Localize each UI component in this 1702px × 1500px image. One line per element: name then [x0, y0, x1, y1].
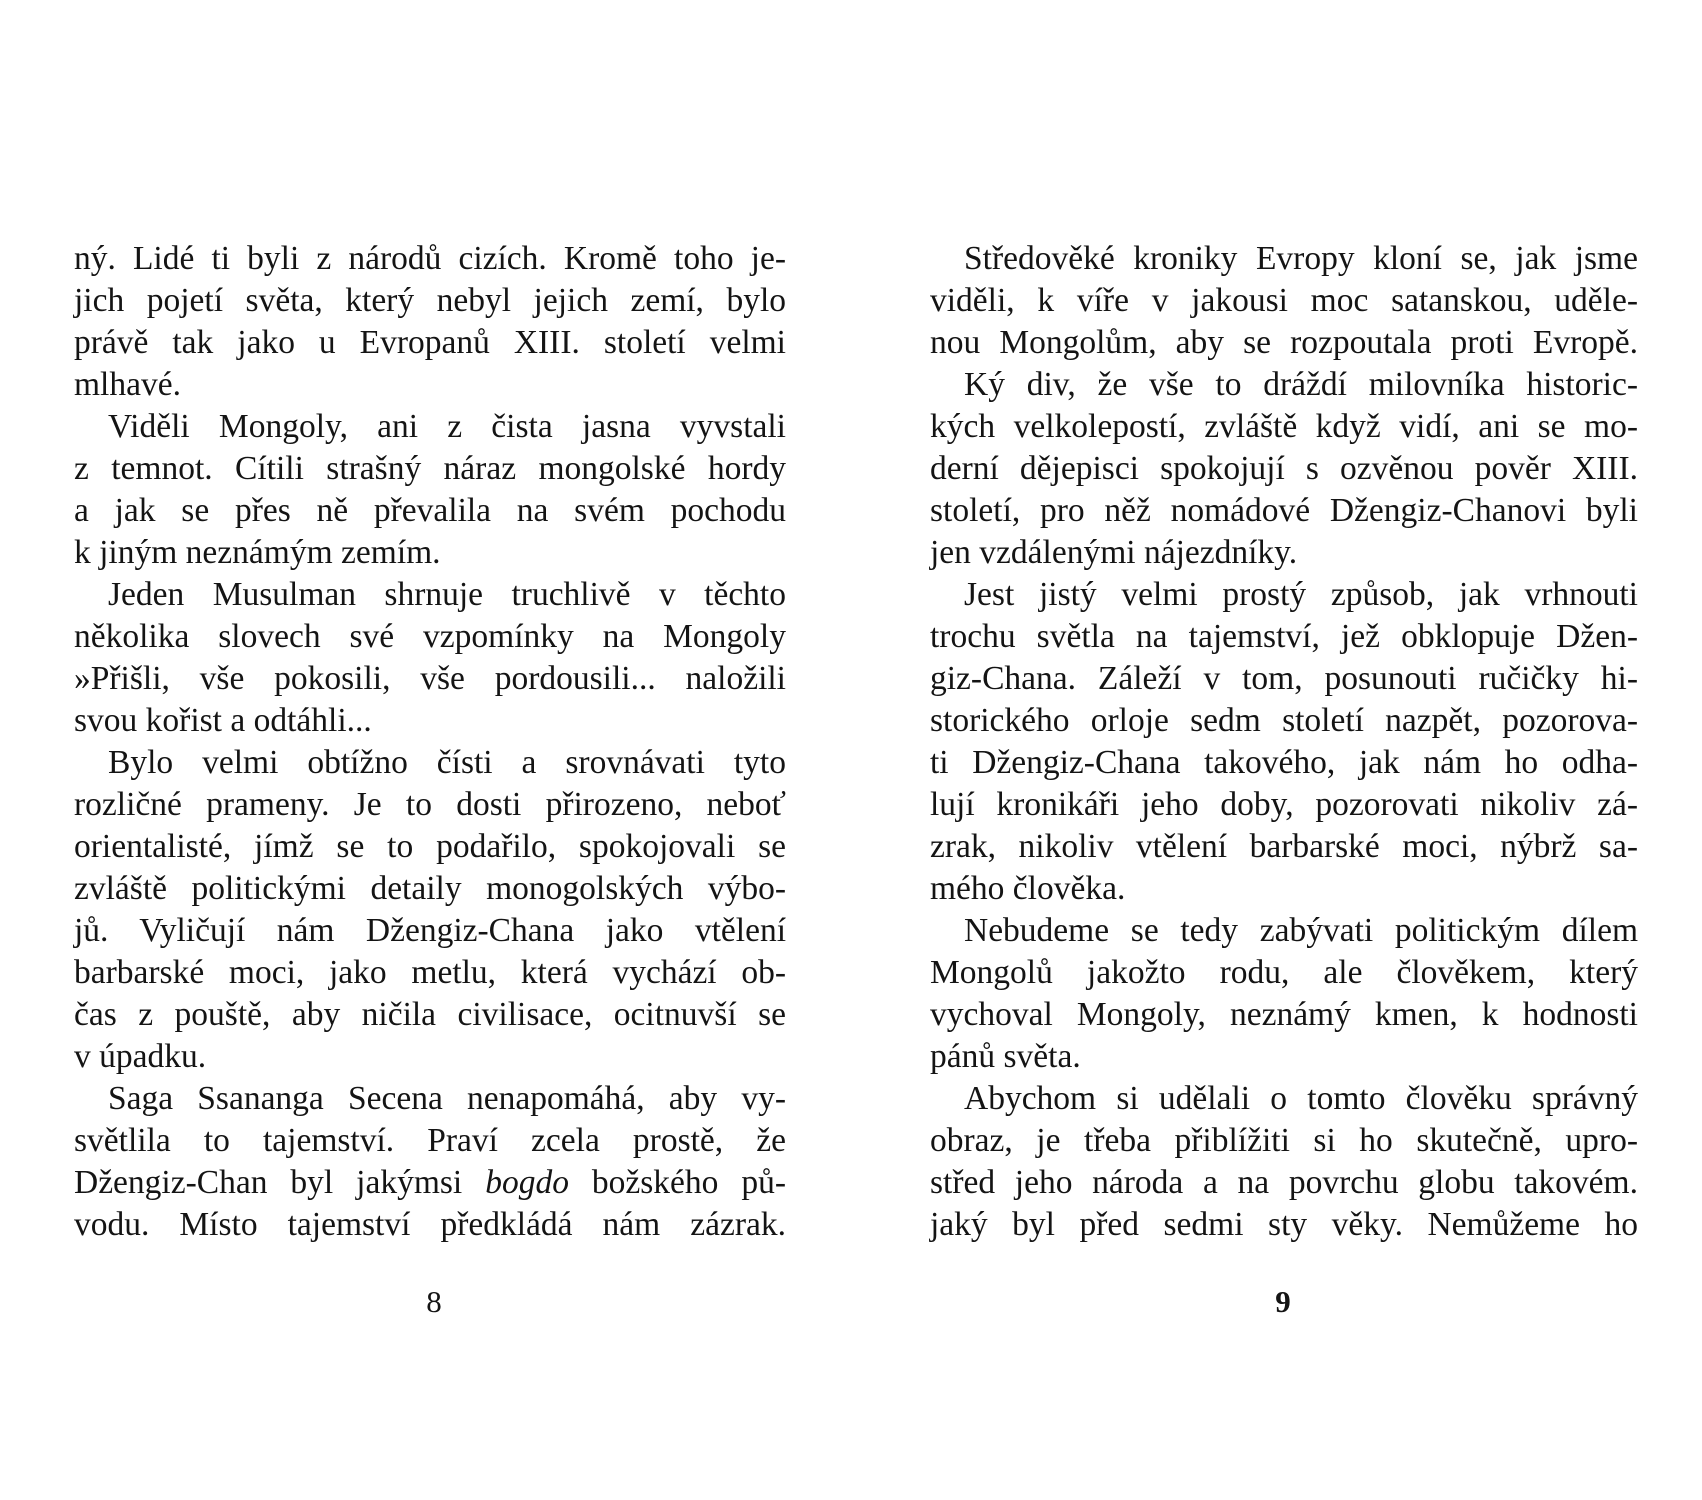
left-line-24: vodu. Místo tajemství předkládá nám zázrak.	[74, 1206, 786, 1243]
right-line-12: storického orloje sedm století nazpět, pozorova-	[930, 702, 1638, 739]
right-line-22: obraz, je třeba přiblížiti si ho skutečně, upro-	[930, 1122, 1638, 1159]
left-line-18: barbarské moci, jako metlu, která vychází ob-	[74, 954, 786, 991]
right-line-13: ti Džengiz-Chana takového, jak nám ho odha-	[930, 744, 1638, 781]
right-line-4: Ký div, že vše to dráždí milovníka historic-	[964, 366, 1638, 403]
left-line-12: svou kořist a odtáhli...	[74, 702, 372, 739]
left-line-11: »Přišli, vše pokosili, vše pordousili... naložili	[74, 660, 786, 697]
left-line-13: Bylo velmi obtížno čísti a srovnávati tyto	[108, 744, 786, 781]
left-line-8: k jiným neznámým zemím.	[74, 534, 441, 571]
right-line-3: nou Mongolům, aby se rozpoutala proti Evropě.	[930, 324, 1638, 361]
right-page	[930, 238, 1638, 1246]
left-line-10: několika slovech své vzpomínky na Mongoly	[74, 618, 786, 655]
left-line-9: Jeden Musulman shrnuje truchlivě v těchto	[108, 576, 786, 613]
left-page	[74, 238, 786, 1246]
right-line-20: pánů světa.	[930, 1038, 1081, 1075]
right-line-15: zrak, nikoliv vtělení barbarské moci, nýbrž sa-	[930, 828, 1638, 865]
left-line-4: mlhavé.	[74, 366, 181, 403]
left-line-7: a jak se přes ně převalila na svém pochodu	[74, 492, 786, 529]
left-line-21: Saga Ssananga Secena nenapomáhá, aby vy-	[108, 1080, 786, 1117]
page-number-left: 8	[426, 1284, 442, 1319]
right-line-7: století, pro něž nomádové Džengiz-Chanovi byli	[930, 492, 1638, 529]
right-line-17: Nebudeme se tedy zabývati politickým dílem	[964, 912, 1638, 949]
right-line-8: jen vzdálenými nájezdníky.	[930, 534, 1298, 571]
right-line-2: viděli, k víře v jakousi moc satanskou, uděle-	[930, 282, 1638, 319]
left-line-23-end: božského pů-	[591, 1164, 786, 1201]
left-line-6: z temnot. Cítili strašný náraz mongolské hordy	[74, 450, 786, 487]
right-line-21: Abychom si udělali o tomto člověku správný	[964, 1080, 1638, 1117]
left-line-2: jich pojetí světa, který nebyl jejich zemí, bylo	[74, 282, 786, 319]
right-line-24: jaký byl před sedmi sty věky. Nemůžeme ho	[930, 1206, 1638, 1243]
right-line-16: mého člověka.	[930, 870, 1126, 907]
page-number-right: 9	[1275, 1284, 1291, 1319]
left-line-16: zvláště politickými detaily monogolských výbo-	[74, 870, 786, 907]
right-line-1: Středověké kroniky Evropy kloní se, jak jsme	[964, 240, 1638, 277]
left-line-19: čas z pouště, aby ničila civilisace, ocitnuvší se	[74, 996, 786, 1033]
left-line-1: ný. Lidé ti byli z národů cizích. Kromě toho je-	[74, 240, 786, 277]
right-line-11: giz-Chana. Záleží v tom, posunouti ručičky hi-	[930, 660, 1638, 697]
left-line-22: světlila to tajemství. Praví zcela prostě, že	[74, 1122, 786, 1159]
italic-term-bogdo: bogdo	[485, 1164, 569, 1201]
left-line-23	[74, 1162, 786, 1204]
right-line-5: kých velkolepostí, zvláště když vidí, ani se mo-	[930, 408, 1638, 445]
right-line-18: Mongolů jakožto rodu, ale člověkem, který	[930, 954, 1638, 991]
right-line-9: Jest jistý velmi prostý způsob, jak vrhnouti	[964, 576, 1638, 613]
left-line-17: jů. Vyličují nám Džengiz-Chana jako vtělení	[74, 912, 786, 949]
left-line-5: Viděli Mongoly, ani z čista jasna vyvstali	[108, 408, 786, 445]
left-line-20: v úpadku.	[74, 1038, 207, 1075]
right-line-14: lují kronikáři jeho doby, pozorovati nikoliv zá-	[930, 786, 1638, 823]
left-line-3: právě tak jako u Evropanů XIII. století velmi	[74, 324, 786, 361]
left-line-15: orientalisté, jímž se to podařilo, spokojovali se	[74, 828, 786, 865]
right-line-23: střed jeho národa a na povrchu globu takovém.	[930, 1164, 1638, 1201]
right-line-10: trochu světla na tajemství, jež obklopuje Džen-	[930, 618, 1638, 655]
right-line-6: derní dějepisci spokojují s ozvěnou pověr XIII.	[930, 450, 1638, 487]
right-line-19: vychoval Mongoly, neznámý kmen, k hodnosti	[930, 996, 1638, 1033]
left-line-23-start: Džengiz-Chan byl jakýmsi	[74, 1164, 463, 1201]
left-line-14: rozličné prameny. Je to dosti přirozeno, neboť	[74, 786, 786, 823]
